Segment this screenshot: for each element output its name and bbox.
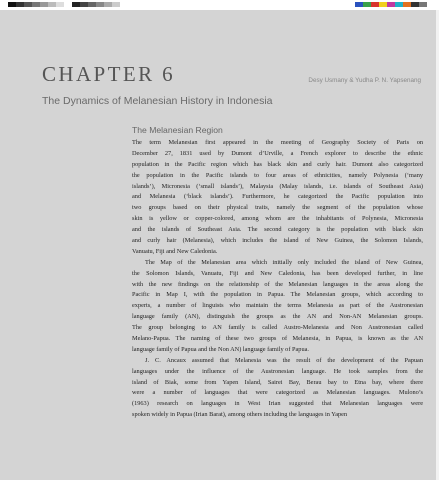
text-line: were a number of languages that were categorized as Melanesian languages. Mulono’s bbox=[132, 389, 423, 397]
text-line: language family (AN), distinguish the groups as the AN and Non-AN Melanesian groups. bbox=[132, 313, 423, 321]
text-line: and Melanesia (‘black islands’). Furthermore, he categorized the Pacific population into bbox=[132, 193, 423, 201]
text-line: the population in the Pacific islands to four areas of ethnicities, namely Polynesia (‘many bbox=[132, 171, 423, 179]
text-line: languages under the influence of the Austronesian language. He took samples from the bbox=[132, 367, 423, 375]
grayscale-calibration-bar bbox=[8, 2, 120, 7]
text-line: two groups based on their physical traits, namely the segment of the population whose bbox=[132, 204, 423, 212]
text-line: December 27, 1831 used by Dumont d’Urville, a French explorer to describe the ethnic bbox=[132, 149, 423, 157]
text-line: J. C. Ancaux assumed that Melanesia was the result of the development of the Papuan bbox=[145, 356, 423, 364]
text-line: experts, a number of linguists who maintain the terms Melanesia as part of the Austronesian bbox=[132, 302, 423, 310]
text-line: skin is yellow or copper-colored, among whom are the inhabitants of Polynesia, Micronesia bbox=[132, 215, 423, 223]
chapter-subtitle: The Dynamics of Melanesian History in Indonesia bbox=[42, 95, 273, 107]
text-line: Pacific in Map I, with the population in Papua. The Melanesian groups, which according to bbox=[132, 291, 423, 299]
text-line: Vanuatu, Fiji and New Caledonia. bbox=[132, 247, 218, 255]
text-line: spoken widely in Papua (Irian Barat), among others including the languages in Yapen bbox=[132, 411, 348, 419]
chapter-title: CHAPTER 6 bbox=[42, 62, 176, 86]
scan-calibration-strip bbox=[0, 0, 439, 10]
chapter-authors: Desy Usmany & Yudha P. N. Yapsenang bbox=[308, 77, 421, 84]
text-line: island of Biak, some from Yapen Island, Sairei Bay, Berau bay to Etna bay, where there bbox=[132, 378, 423, 386]
text-line: The term Melanesian first appeared in the meeting of Geography Society of Paris on bbox=[132, 139, 423, 146]
body-text bbox=[132, 138, 423, 421]
color-calibration-bar bbox=[355, 2, 427, 7]
text-line: and the islands of Southeast Asia. The second category is the population with black skin bbox=[132, 226, 423, 234]
section-heading: The Melanesian Region bbox=[132, 125, 223, 135]
text-line: with the new findings on the relationship of the Melanesian languages in the areas along the bbox=[132, 280, 423, 288]
text-line: population in the Pacific region which has black skin and curly hair. Dumont also categorized bbox=[132, 160, 423, 168]
text-line: the Solomon Islands, Vanuatu, Fiji and New Caledonia, has been developed further, in line bbox=[132, 269, 423, 277]
text-line: islands’), Micronesia (‘small islands’), Malaysia (Malay islands, i.e. islands of Southeast Asia) bbox=[132, 182, 423, 190]
text-line: and curly hair (Melanesia), which includes the island of New Guinea, the Solomon Islands, bbox=[132, 237, 423, 245]
text-line: The group belonging to AN family is called Austro-Melanesia and Non Austronesian called bbox=[132, 324, 423, 332]
text-line: language family of Papua and the Non AN) language family of Papua. bbox=[132, 345, 309, 353]
text-line: (1963) research on languages in West Irian suggested that Melanesian languages were bbox=[132, 400, 423, 408]
text-line: Melano-Papua. The naming of these two groups of Melanesia, in Papua, is known as the AN bbox=[132, 335, 423, 343]
text-line: The Map of the Melanesian area which initially only included the island of New Guinea, bbox=[145, 258, 423, 266]
